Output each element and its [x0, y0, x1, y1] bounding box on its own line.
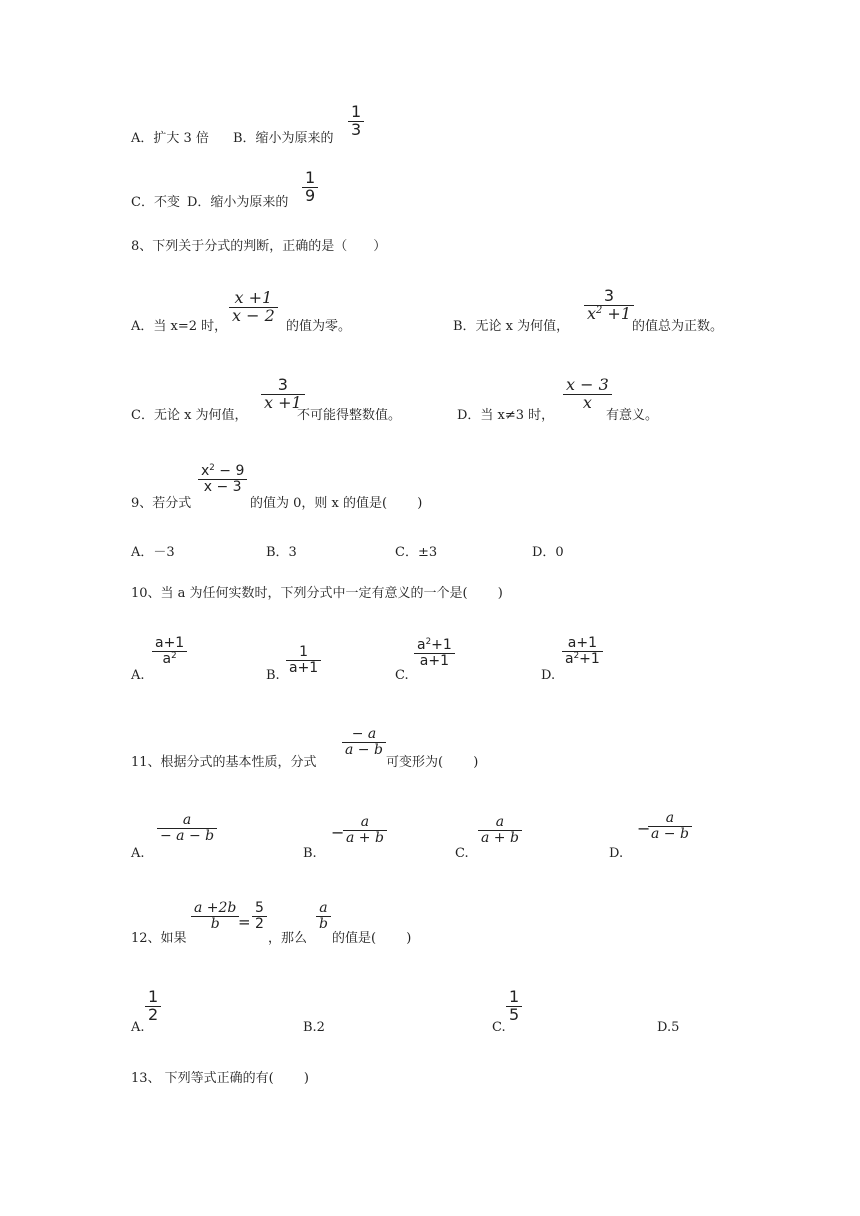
q8-option-c-suffix: 不可能得整数值。 [297, 408, 402, 423]
q10-option-b-fraction: 1 a+1 [286, 645, 321, 675]
q8-stem: 8、下列关于分式的判断，正确的是（ ） [131, 239, 387, 254]
q12-stem-suffix: 的值是( ) [332, 931, 412, 946]
q11-fraction: − a a − b [342, 727, 386, 757]
q11-option-b-label: B. [303, 846, 317, 861]
q12-option-b: B.2 [303, 1020, 325, 1035]
q10-option-b-label: B. [266, 668, 280, 683]
q10-option-a-fraction: a+1 $a^2$ [152, 636, 187, 666]
q8-option-d-prefix: D．当 x≠3 时， [457, 408, 555, 423]
q9-stem-suffix: 的值为 0，则 x 的值是( ) [250, 496, 423, 511]
q11-option-d-label: D. [609, 846, 624, 861]
q10-option-c-label: C. [395, 668, 409, 683]
q7-option-c: C．不变 [131, 195, 180, 210]
q11-stem-prefix: 11、根据分式的基本性质，分式 [131, 755, 317, 770]
q12-ratio-fraction: a b [316, 901, 331, 931]
q13-stem: 13、 下列等式正确的有( ) [131, 1071, 309, 1086]
q9-fraction: $x^2 - 9$ x − 3 [198, 464, 247, 494]
q11-option-b-fraction: a a + b [343, 815, 387, 845]
q9-option-b: B．3 [266, 545, 297, 560]
q12-option-c-fraction: 1 5 [506, 989, 522, 1024]
q8-option-a-suffix: 的值为零。 [286, 319, 352, 334]
q8-option-a-prefix: A．当 x=2 时， [131, 319, 228, 334]
q12-equals-sign: = [238, 913, 251, 931]
q10-stem: 10、当 a 为任何实数时，下列分式中一定有意义的一个是( ) [131, 586, 503, 601]
q11-option-a-fraction: a − a − b [157, 813, 217, 843]
q11-stem-suffix: 可变形为( ) [386, 755, 479, 770]
q9-option-d: D．0 [532, 545, 564, 560]
q7-option-d: D．缩小为原来的 [187, 195, 289, 210]
q7-option-a: A．扩大 3 倍 [131, 131, 209, 146]
q7-option-b: B．缩小为原来的 [233, 131, 334, 146]
q9-stem-prefix: 9、若分式 [131, 496, 192, 511]
q12-option-c-label: C. [492, 1020, 506, 1035]
q8-option-d-suffix: 有意义。 [606, 408, 659, 423]
q11-option-b-sign: − [331, 823, 345, 842]
q8-option-d-fraction: x − 3 x [563, 377, 612, 412]
q11-option-d-sign: − [637, 819, 651, 838]
q11-option-c-fraction: a a + b [478, 815, 522, 845]
q9-option-c: C．±3 [395, 545, 438, 560]
q12-stem-middle: ，那么 [268, 931, 308, 946]
q8-option-a-fraction: x +1 x − 2 [229, 290, 278, 325]
q11-option-c-label: C. [455, 846, 469, 861]
q8-option-b-suffix: 的值总为正数。 [632, 319, 724, 334]
q10-option-d-fraction: a+1 $a^2+1$ [562, 636, 603, 666]
q12-option-a-fraction: 1 2 [145, 989, 161, 1024]
q8-option-c-fraction: 3 x +1 [261, 377, 305, 412]
q9-option-a: A．－3 [131, 545, 175, 560]
q7-option-d-fraction: 1 9 [302, 170, 318, 205]
q12-stem-prefix: 12、如果 [131, 931, 187, 946]
q8-option-b-prefix: B．无论 x 为何值， [453, 319, 570, 334]
q10-option-a-label: A. [131, 668, 145, 683]
q12-right-fraction: 5 2 [252, 901, 267, 931]
q8-option-c-prefix: C．无论 x 为何值， [131, 408, 248, 423]
q12-option-a-label: A. [131, 1020, 145, 1035]
q10-option-c-fraction: $a^2+1$ a+1 [414, 638, 455, 668]
q10-option-d-label: D. [541, 668, 556, 683]
q11-option-d-fraction: a a − b [648, 811, 692, 841]
q12-option-d: D.5 [657, 1020, 680, 1035]
q7-option-b-fraction: 1 3 [348, 104, 364, 139]
q11-option-a-label: A. [131, 846, 145, 861]
q12-left-fraction: a +2b b [191, 901, 239, 931]
q8-option-b-fraction: 3 $x^2 +1$ [584, 288, 634, 323]
